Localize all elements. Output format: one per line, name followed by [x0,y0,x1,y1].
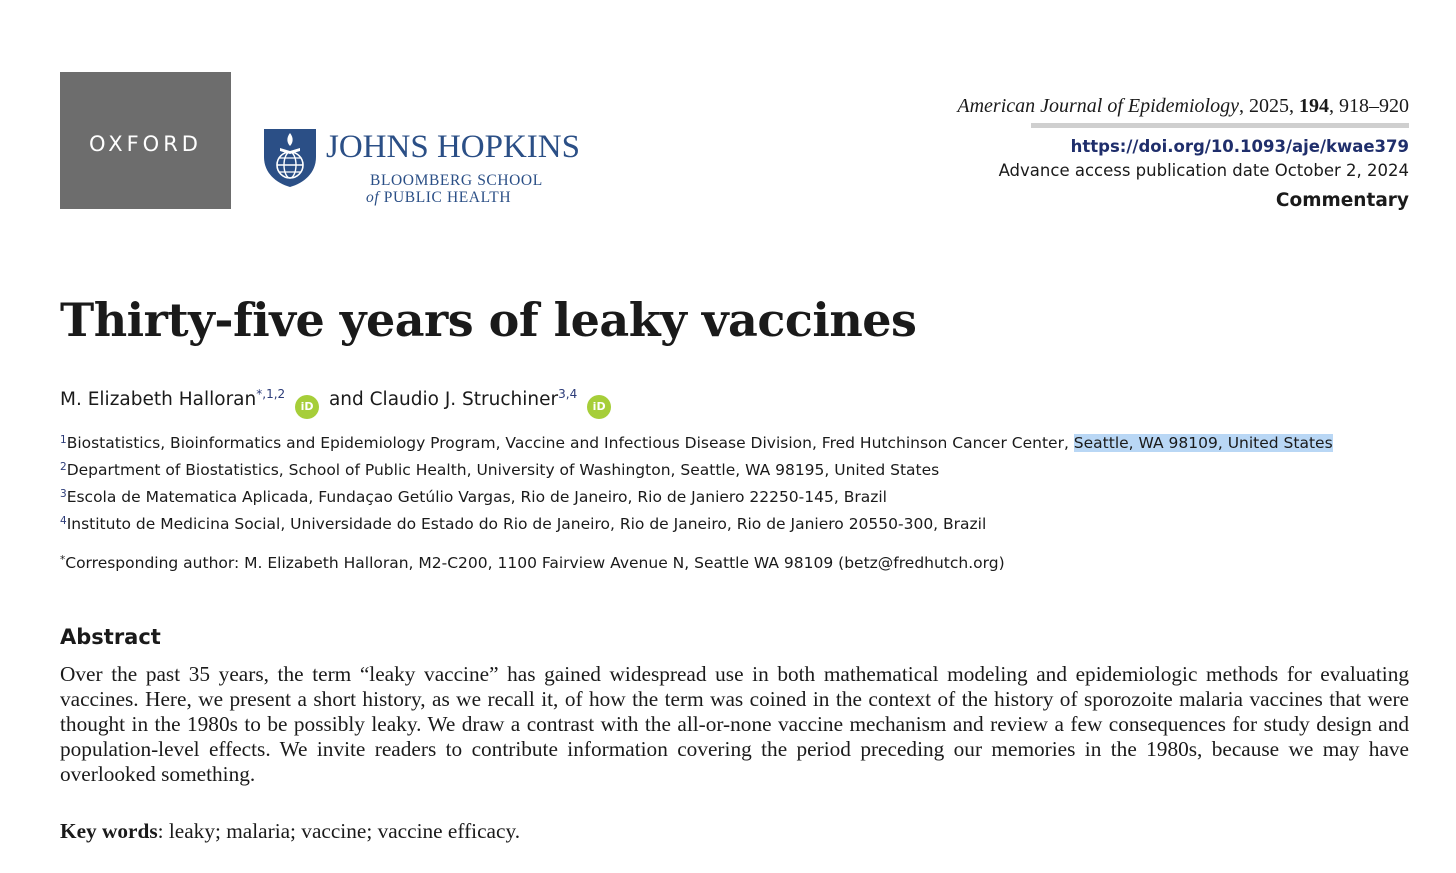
affiliation-1 [60,428,1333,455]
journal-pages: 918–920 [1339,95,1409,117]
selected-text: Seattle, WA 98109, United States [1073,434,1333,452]
affiliation-4 [60,509,1333,536]
orcid-icon[interactable]: iD [587,395,611,419]
of-word: of [366,189,380,206]
journal-meta [957,92,1409,218]
affiliation-number: 2 [60,461,67,473]
author-2-name[interactable]: Claudio J. Struchiner [369,389,559,410]
abstract-body: Over the past 35 years, the term “leaky vaccine” has gained widespread use in both mathematical modeling and epidemiologic methods for evaluating vaccines. Here, we present a short history, as we recall it, of how the term was coined in the context of the history of sporozoite malaria vaccines that were thought in the 1980s to be possibly leaky. We draw a contrast with the all-or-none vaccine mechanism and review a few consequences for study design and population-level effects. We invite readers to contribute information covering the period preceding our memories in the 1980s, because we may have overlooked something. [60,662,1409,786]
article-type: Commentary [1275,190,1409,211]
author-conjunction: and [328,389,364,410]
affiliation-2 [60,455,1333,482]
corresponding-text: Corresponding author: M. Elizabeth Halloran, M2-C200, 1100 Fairview Avenue N, Seattle WA 98109 (betz@fredhutch.org) [65,554,1005,572]
keywords-label: Key words [60,819,158,843]
journal-year: 2025 [1249,95,1289,117]
journal-name: American Journal of Epidemiology [957,95,1239,117]
affiliation-text: Instituto de Medicina Social, Universidade do Estado do Rio de Janeiro, Rio de Janeiro, Rio de Janiero 20550-300, Brazil [66,515,987,533]
author-line [60,380,615,419]
public-health-line [366,189,511,207]
bloomberg-school-line: BLOOMBERG SCHOOL [370,172,543,189]
author-1-name[interactable]: M. Elizabeth Halloran [60,389,257,410]
oxford-logo-text: OXFORD [89,131,202,156]
johns-hopkins-name: JOHNS HOPKINS [326,129,580,165]
affiliations [60,428,1333,536]
johns-hopkins-shield-icon [262,127,318,189]
author-1-affil-marks[interactable]: *,1,2 [256,387,286,401]
meta-divider [1031,123,1409,128]
abstract-heading: Abstract [60,625,161,649]
corresponding-mark: * [60,554,66,566]
author-2-affil-marks[interactable]: 3,4 [558,387,578,401]
doi-link[interactable]: https://doi.org/10.1093/aje/kwae379 [1070,137,1409,156]
affiliation-3 [60,482,1333,509]
affiliation-text: Escola de Matematica Aplicada, Fundaçao Getúlio Vargas, Rio de Janeiro, Rio de Janiero 22250-145, Brazil [66,488,887,506]
affiliation-number: 3 [60,488,67,500]
journal-volume: 194 [1299,95,1329,117]
keywords-text: : leaky; malaria; vaccine; vaccine efficacy. [157,819,521,843]
advance-access-date: Advance access publication date October 2, 2024 [998,161,1409,180]
public-health-text: PUBLIC HEALTH [383,189,512,206]
affiliation-text: Department of Biostatistics, School of Public Health, University of Washington, Seattle, WA 98195, United States [66,461,940,479]
paper-title: Thirty-five years of leaky vaccines [60,293,917,347]
citation-line: American Journal of Epidemiology, 2025, 194, 918–920 [957,95,1409,117]
affiliation-text: Biostatistics, Bioinformatics and Epidemiology Program, Vaccine and Infectious Disease Division, Fred Hutchinson Cancer Center, [66,434,1074,452]
keywords [60,818,520,844]
corresponding-author [60,548,1005,575]
oxford-logo [60,72,231,209]
affiliation-number: 4 [60,515,67,527]
affiliation-number: 1 [60,434,67,446]
orcid-icon[interactable]: iD [295,395,319,419]
